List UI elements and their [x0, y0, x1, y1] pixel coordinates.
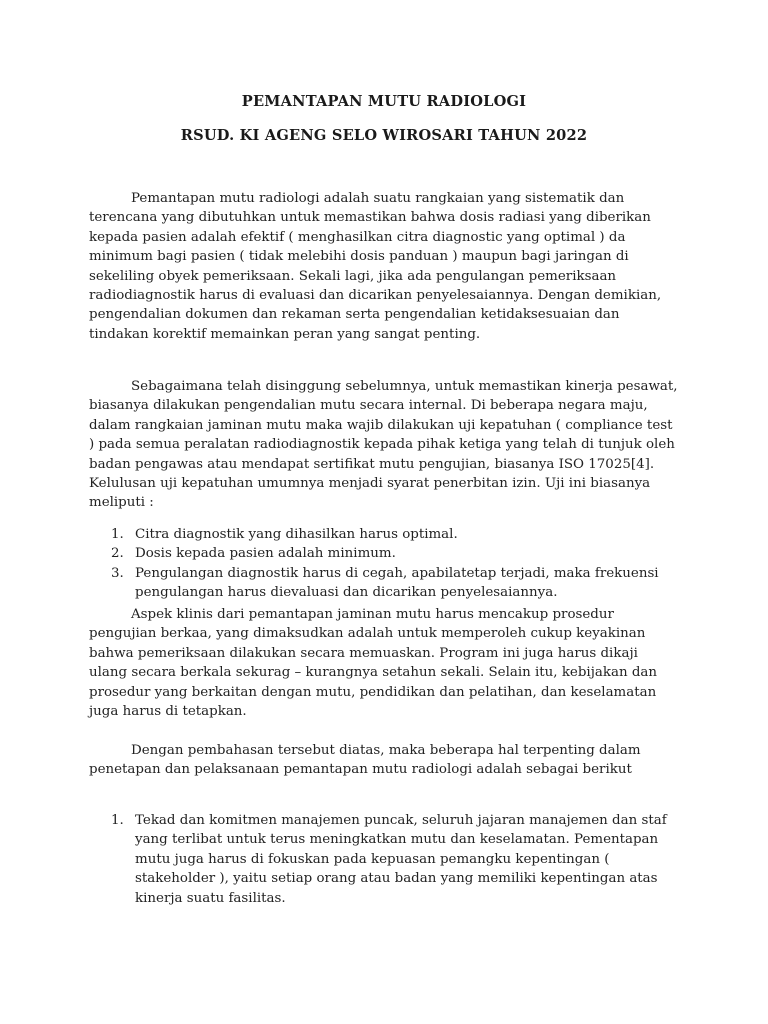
document-title: PEMANTAPAN MUTU RADIOLOGI — [241, 93, 527, 110]
list-item — [89, 564, 679, 603]
list-item-text: Pengulangan diagnostik harus di cegah, apabilatetap terjadi, maka frekuensi pengulangan harus dievaluasi dan dicarikan penyelesaiannya. — [135, 565, 659, 601]
paragraph-clinical-aspect: Aspek klinis dari pemantapan jaminan mutu harus mencakup prosedur pengujian berkaa, yang dimaksudkan adalah untuk memperoleh cukup keyakinan bahwa pemeriksaan dilakukan secara memuaskan. Program ini juga harus dikaji ulang secara berkala sekurag – kurangnya setahun sekali. Selain itu, kebijakan dan prosedur yang berkaitan dengan mutu, pendidikan dan pelatihan, dan keselamatan juga harus di tetapkan. — [89, 607, 658, 720]
list-item-text: Tekad dan komitmen manajemen puncak, seluruh jajaran manajemen dan staf yang terlibat untuk terus meningkatkan mutu dan keselamatan. Pementapan mutu juga harus di fokuskan pada kepuasan pemangku kepentingan ( stakeholder ), yaitu setiap orang atau badan yang memiliki kepentingan atas kinerja suatu fasilitas. — [135, 813, 667, 906]
list-item-number: 1. — [111, 813, 124, 828]
list-item-text: Dosis kepada pasien adalah minimum. — [135, 546, 396, 562]
compliance-test-list — [89, 525, 679, 603]
list-item-number: 3. — [111, 565, 124, 581]
document-subtitle: RSUD. KI AGENG SELO WIROSARI TAHUN 2022 — [180, 127, 588, 144]
list-item — [89, 525, 679, 544]
list-item-text: Citra diagnostik yang dihasilkan harus optimal. — [135, 527, 458, 542]
paragraph-key-points-intro: Dengan pembahasan tersebut diatas, maka beberapa hal terpenting dalam penetapan dan pelaksanaan pemantapan mutu radiologi adalah sebagai berikut — [89, 743, 641, 778]
list-item — [89, 544, 679, 563]
key-points-list — [89, 811, 679, 908]
list-item-number: 2. — [111, 546, 124, 562]
list-item-number: 1. — [111, 527, 124, 542]
paragraph-internal-control: Sebagaimana telah disinggung sebelumnya, untuk memastikan kinerja pesawat, biasanya dilakukan pengendalian mutu secara internal. Di beberapa negara maju, dalam rangkaian jaminan mutu maka wajib dilakukan uji kepatuhan ( compliance test ) pada semua peralatan radiodiagnostik kepada pihak ketiga yang telah di tunjuk oleh badan pengawas atau mendapat sertifikat mutu pengujian, biasanya ISO 17025[4]. Kelulusan uji kepatuhan umumnya menjadi syarat penerbitan izin. Uji ini biasanya meliputi : — [89, 379, 678, 511]
list-item — [89, 811, 679, 908]
paragraph-intro: Pemantapan mutu radiologi adalah suatu rangkaian yang sistematik dan terencana yang dibutuhkan untuk memastikan bahwa dosis radiasi yang diberikan kepada pasien adalah efektif ( menghasilkan citra diagnostic yang optimal ) da minimum bagi pasien ( tidak melebihi dosis panduan ) maupun bagi jaringan di sekeliling obyek pemeriksaan. Sekali lagi, jika ada pengulangan pemeriksaan radiodiagnostik harus di evaluasi dan dicarikan penyelesaiannya. Dengan demikian, pengendalian dokumen dan rekaman serta pengendalian ketidaksesuaian dan tindakan korektif memainkan peran yang sangat penting. — [89, 191, 662, 342]
